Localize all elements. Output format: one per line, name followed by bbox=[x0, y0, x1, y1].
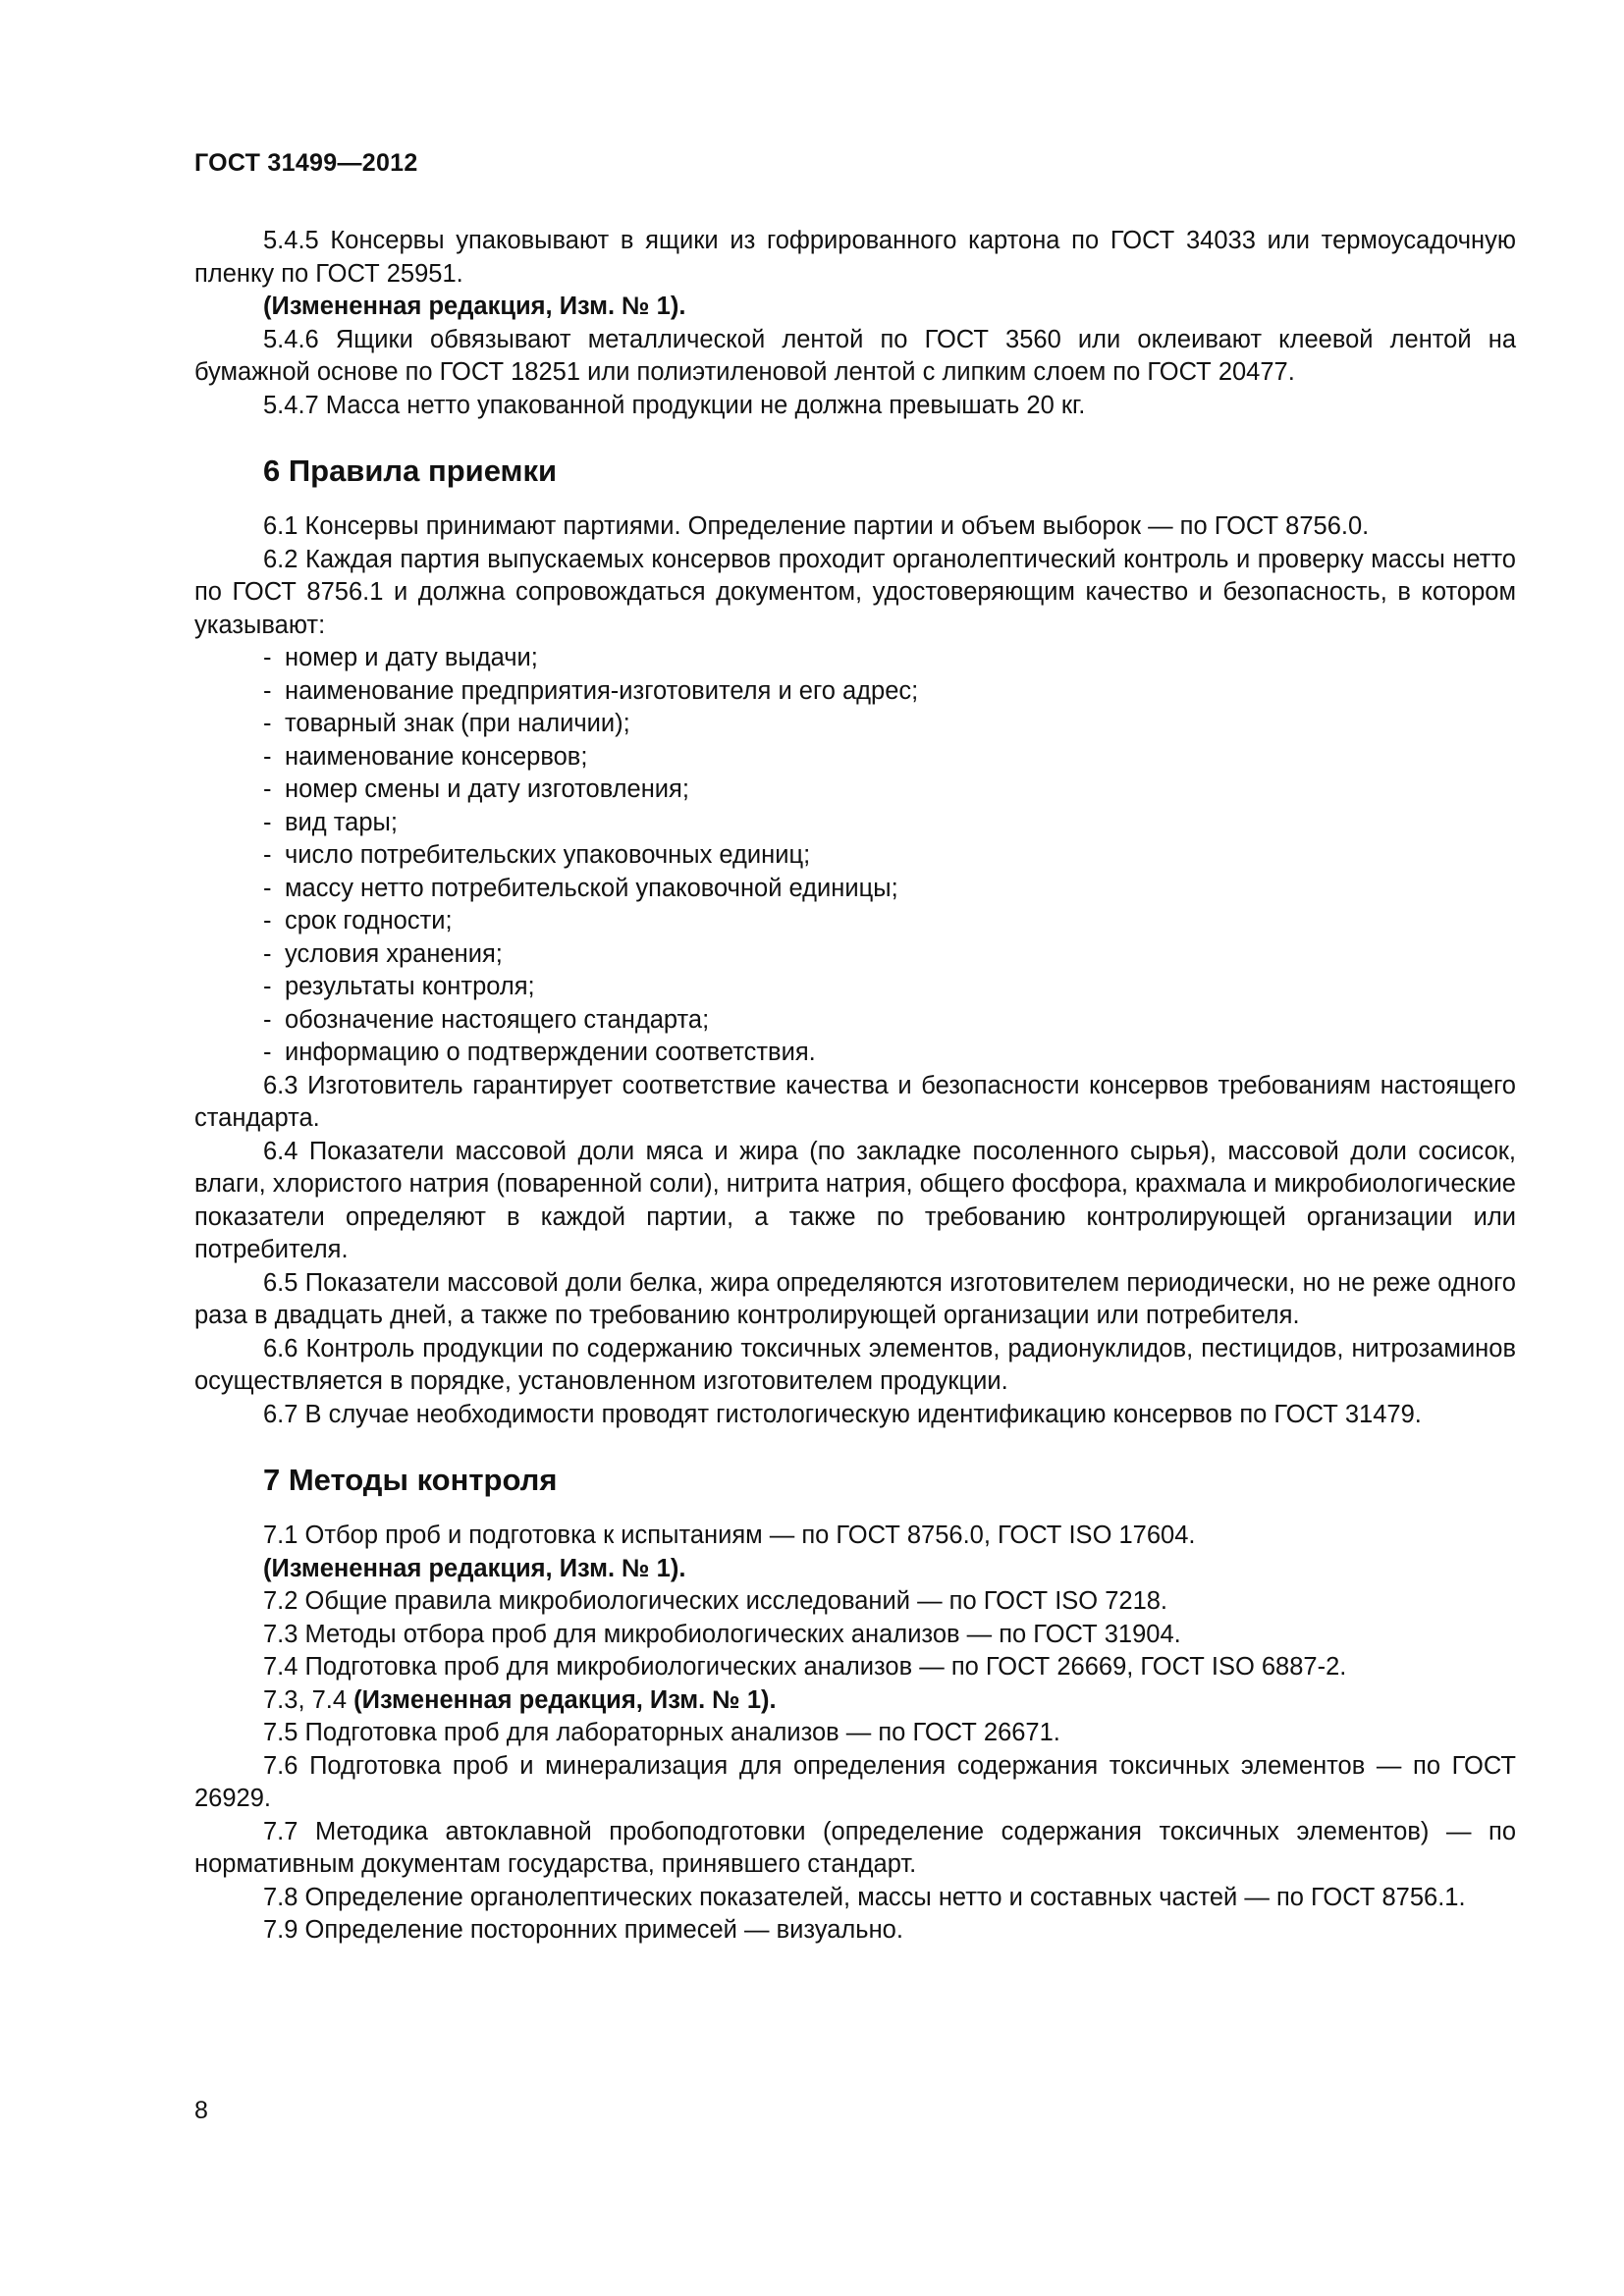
list-item: - массу нетто потребительской упаковочной единицы; bbox=[263, 874, 898, 902]
paragraph-7-1: 7.1 Отбор проб и подготовка к испытаниям — по ГОСТ 8756.0, ГОСТ ISO 17604. bbox=[263, 1522, 1196, 1549]
paragraph-6-4: 6.4 Показатели массовой доли мяса и жира (по закладке посоленного сырья), массовой доли сосисок, влаги, хлористого натрия (поваренной соли), нитрита натрия, общего фосфора, крахмала и микробиологические показатели определяют в каждой партии, а также по требованию контролирующей организации или потребителя. bbox=[194, 1137, 1516, 1263]
paragraph-6-7: 6.7 В случае необходимости проводят гистологическую идентификацию консервов по ГОСТ 31479. bbox=[263, 1400, 1422, 1428]
paragraph-7-2: 7.2 Общие правила микробиологических исследований — по ГОСТ ISO 7218. bbox=[263, 1587, 1168, 1615]
list-item: - наименование предприятия-изготовителя и его адрес; bbox=[263, 676, 919, 705]
paragraph-7-3: 7.3 Методы отбора проб для микробиологических анализов — по ГОСТ 31904. bbox=[263, 1620, 1181, 1648]
list-item: - наименование консервов; bbox=[263, 742, 588, 771]
paragraph-6-2: 6.2 Каждая партия выпускаемых консервов проходит органолептический контроль и проверку массы нетто по ГОСТ 8756.1 и должна сопровождаться документом, удостоверяющим качество и безопасность, в котором указывают: bbox=[194, 545, 1516, 639]
section-7-title: 7 Методы контроля bbox=[263, 1463, 558, 1497]
paragraph-5-4-6: 5.4.6 Ящики обвязывают металлической лентой по ГОСТ 3560 или оклеивают клеевой лентой на бумажной основе по ГОСТ 18251 или полиэтиленовой лентой с липким слоем по ГОСТ 20477. bbox=[194, 325, 1516, 386]
amendment-note-5-4-5: (Измененная редакция, Изм. № 1). bbox=[263, 293, 686, 320]
section-6-title: 6 Правила приемки bbox=[263, 454, 558, 488]
document-body bbox=[194, 225, 1516, 1948]
list-item: - номер смены и дату изготовления; bbox=[263, 775, 689, 803]
paragraph-7-6: 7.6 Подготовка проб и минерализация для определения содержания токсичных элементов — по ГОСТ 26929. bbox=[194, 1751, 1516, 1812]
requirements-list bbox=[194, 642, 1516, 1070]
list-item: - срок годности; bbox=[263, 907, 453, 934]
paragraph-6-1: 6.1 Консервы принимают партиями. Определение партии и объем выборок — по ГОСТ 8756.0. bbox=[263, 512, 1370, 540]
paragraph-7-7: 7.7 Методика автоклавной пробоподготовки (определение содержания токсичных элементов) — по нормативным документам государства, принявшего стандарт. bbox=[194, 1817, 1516, 1878]
paragraph-7-5: 7.5 Подготовка проб для лабораторных анализов — по ГОСТ 26671. bbox=[263, 1719, 1060, 1746]
paragraph-7-8: 7.8 Определение органолептических показателей, массы нетто и составных частей — по ГОСТ 8756.1. bbox=[263, 1883, 1466, 1911]
list-item: - товарный знак (при наличии); bbox=[263, 710, 630, 737]
paragraph-6-5: 6.5 Показатели массовой доли белка, жира определяются изготовителем периодически, но не реже одного раза в двадцать дней, а также по требованию контролирующей организации или потребителя. bbox=[194, 1268, 1516, 1329]
list-item: - вид тары; bbox=[263, 808, 398, 836]
paragraph-5-4-5: 5.4.5 Консервы упаковывают в ящики из гофрированного картона по ГОСТ 34033 или термоусадочную пленку по ГОСТ 25951. bbox=[194, 227, 1516, 288]
paragraph-6-3: 6.3 Изготовитель гарантирует соответствие качества и безопасности консервов требованиям настоящего стандарта. bbox=[194, 1071, 1516, 1132]
amendment-note-7-3-7-4: 7.3, 7.4 (Измененная редакция, Изм. № 1). bbox=[263, 1685, 777, 1714]
list-item: - результаты контроля; bbox=[263, 973, 535, 1000]
amendment-note-7-1: (Измененная редакция, Изм. № 1). bbox=[263, 1554, 686, 1582]
list-item: - условия хранения; bbox=[263, 939, 503, 968]
paragraph-6-6: 6.6 Контроль продукции по содержанию токсичных элементов, радионуклидов, пестицидов, нитрозаминов осуществляется в порядке, установленном изготовителем продукции. bbox=[194, 1334, 1516, 1395]
paragraph-7-9: 7.9 Определение посторонних примесей — визуально. bbox=[263, 1916, 903, 1944]
list-item: - число потребительских упаковочных единиц; bbox=[263, 841, 811, 869]
page-number: 8 bbox=[194, 2097, 208, 2124]
paragraph-5-4-7: 5.4.7 Масса нетто упакованной продукции не должна превышать 20 кг. bbox=[263, 391, 1086, 419]
list-item: - обозначение настоящего стандарта; bbox=[263, 1005, 710, 1034]
list-item: - информацию о подтверждении соответствия. bbox=[263, 1039, 816, 1066]
paragraph-7-4: 7.4 Подготовка проб для микробиологических анализов — по ГОСТ 26669, ГОСТ ISO 6887-2. bbox=[263, 1653, 1347, 1681]
document-code-header: ГОСТ 31499—2012 bbox=[194, 149, 418, 177]
list-item: - номер и дату выдачи; bbox=[263, 644, 538, 671]
